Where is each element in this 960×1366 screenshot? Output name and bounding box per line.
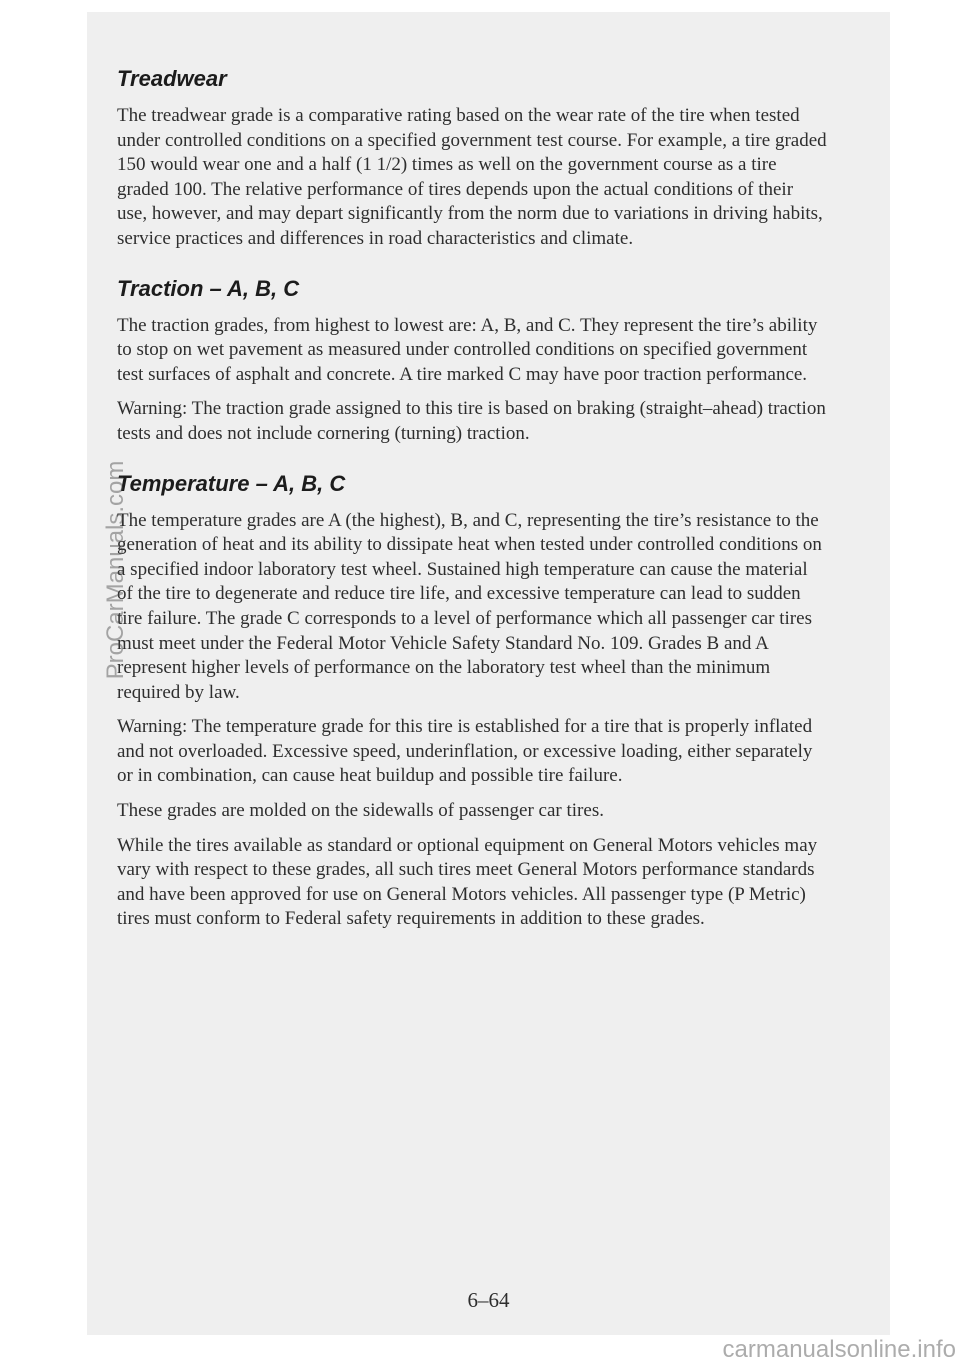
- paragraph: Warning: The traction grade assigned to this tire is based on braking (straight–ahead) traction tests and does not include cornering (turning) traction.: [117, 398, 826, 444]
- side-watermark: ProCarManuals.com: [102, 460, 129, 680]
- manual-page: [87, 12, 890, 1335]
- paragraph: The temperature grades are A (the highest), B, and C, representing the tire’s resistance to the generation of heat and its ability to dissipate heat when tested under controlled conditions on a specified indoor laboratory test wheel. Sustained high temperature can cause the material of the tire to degenerate and reduce tire life, and excessive temperature can lead to sudden tire failure. The grade C corresponds to a level of performance which all passenger car tires must meet under the Federal Motor Vehicle Safety Standard No. 109. Grades B and A represent higher levels of performance on the laboratory test wheel than the minimum required by law.: [117, 509, 822, 703]
- section-heading: Traction – A, B, C: [117, 275, 300, 301]
- footer-watermark: carmanualsonline.info: [722, 1336, 956, 1363]
- section-traction: [117, 274, 827, 447]
- paragraph: Warning: The temperature grade for this tire is established for a tire that is properly inflated and not overloaded. Excessive speed, underinflation, or excessive loading, either separately or in combination, can cause heat buildup and possible tire failure.: [117, 716, 813, 787]
- section-heading: Treadwear: [117, 66, 227, 91]
- section-temperature: [117, 469, 827, 933]
- paragraph: The traction grades, from highest to lowest are: A, B, and C. They represent the tire’s ability to stop on wet pavement as measured under controlled conditions on specified government test surfaces of asphalt and concrete. A tire marked C may have poor traction performance.: [117, 314, 818, 385]
- section-treadwear: [117, 64, 827, 252]
- paragraph: The treadwear grade is a comparative rating based on the wear rate of the tire when tested under controlled conditions on a specified government test course. For example, a tire graded 150 would wear one and a half (1 1/2) times as well on the government course as a tire graded 100. The relative performance of tires depends upon the actual conditions of their use, however, and may depart significantly from the norm due to variations in driving habits, service practices and differences in road characteristics and climate.: [117, 105, 827, 249]
- paragraph: These grades are molded on the sidewalls of passenger car tires.: [117, 800, 604, 822]
- section-heading: Temperature – A, B, C: [117, 470, 346, 496]
- page-content: [117, 64, 827, 942]
- page-number: 6–64: [467, 1288, 510, 1312]
- paragraph: While the tires available as standard or optional equipment on General Motors vehicles may vary with respect to these grades, all such tires meet General Motors performance standards and have been approved for use on General Motors vehicles. All passenger type (P Metric) tires must conform to Federal safety requirements in addition to these grades.: [117, 834, 818, 930]
